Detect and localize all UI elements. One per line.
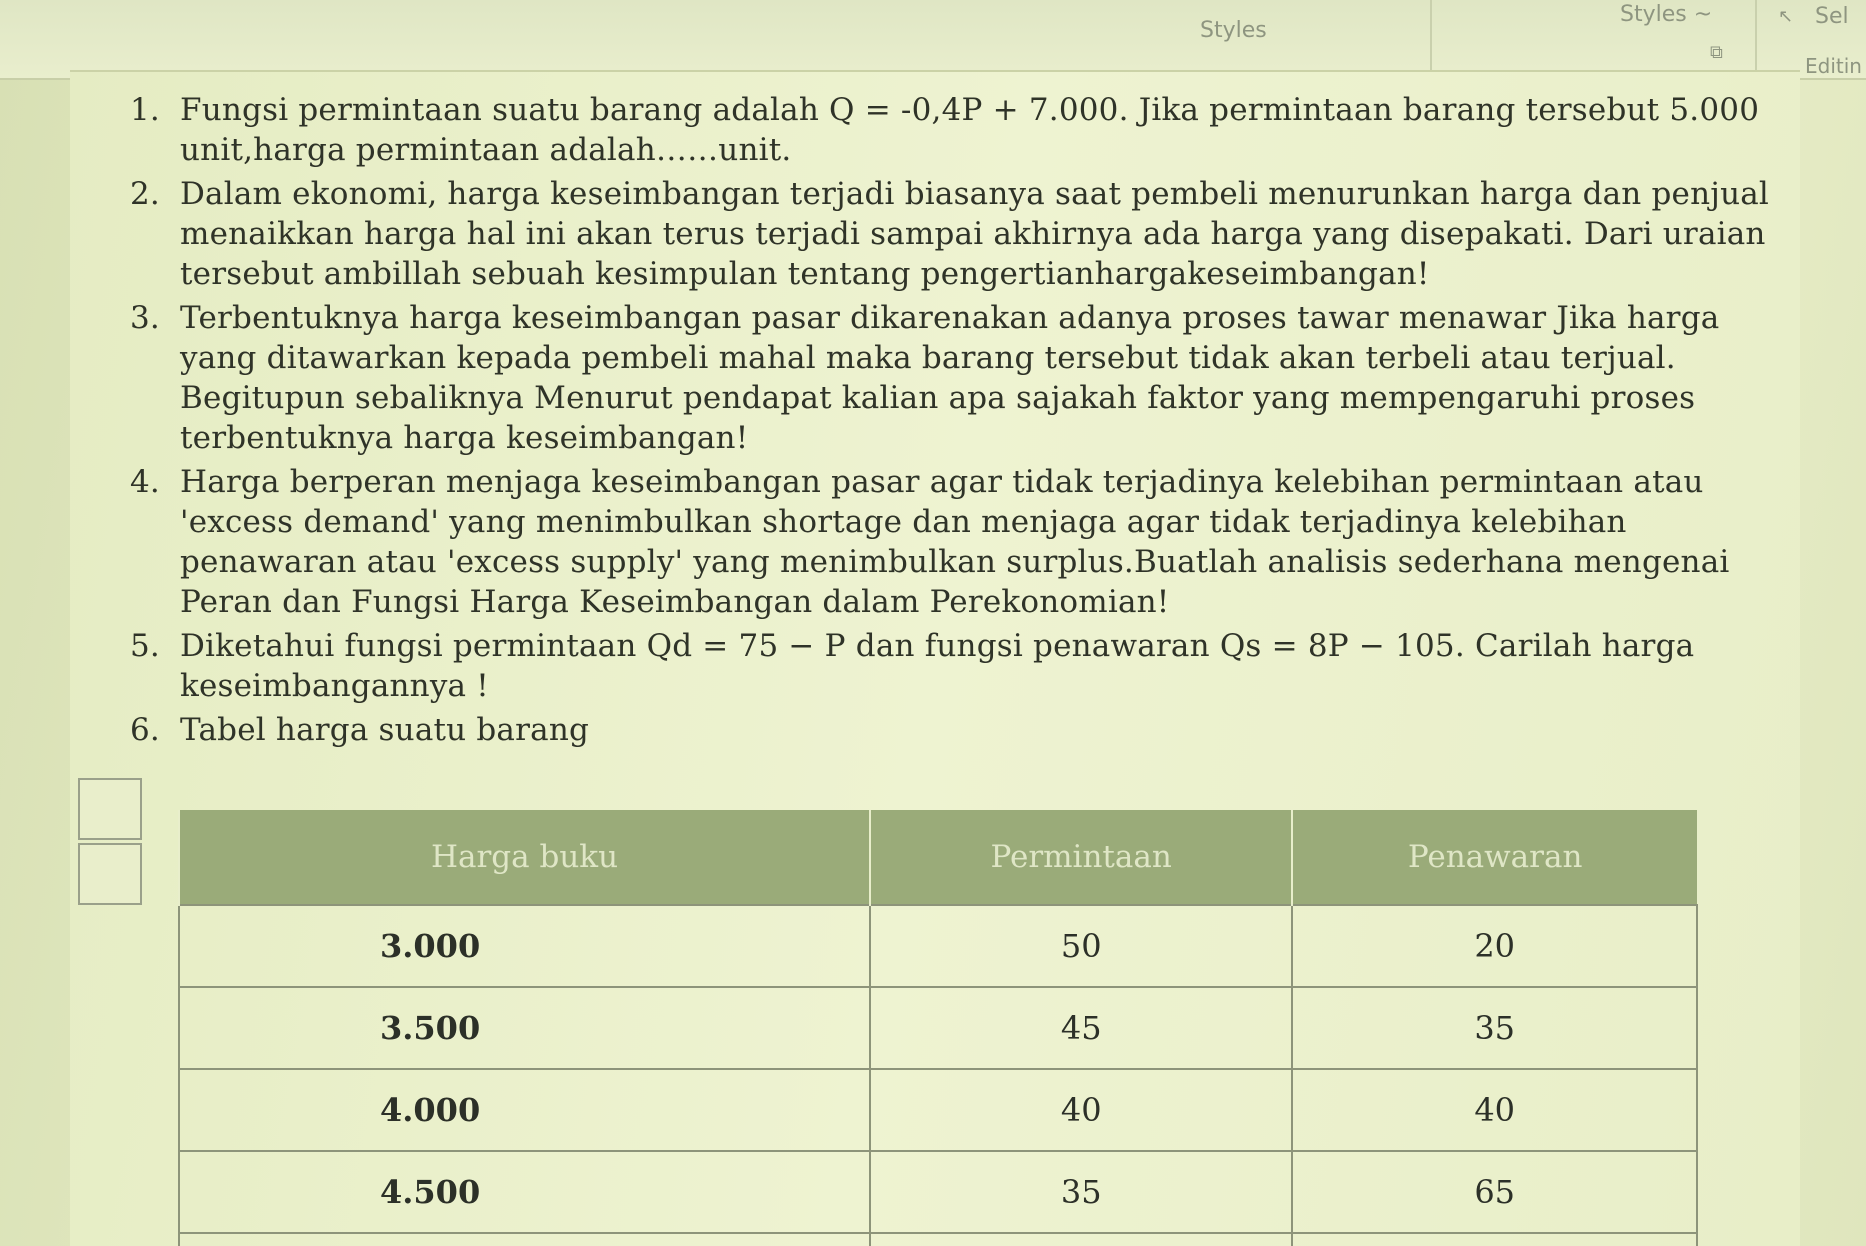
word-ribbon [0, 0, 1866, 80]
question-item [130, 626, 1770, 706]
cell-harga[interactable]: 4.500 [179, 1151, 870, 1233]
cell-cut[interactable] [179, 1233, 870, 1246]
price-table-container [178, 810, 1698, 1246]
cell-permintaan[interactable]: 35 [870, 1151, 1292, 1233]
table-row-partial [179, 1233, 1697, 1246]
table-row [179, 987, 1697, 1069]
question-number: 4. [130, 464, 160, 500]
styles-dropdown[interactable]: Styles ~ [1620, 2, 1713, 27]
question-number: 1. [130, 92, 160, 128]
cell-penawaran[interactable]: 65 [1292, 1151, 1697, 1233]
cell-permintaan[interactable]: 40 [870, 1069, 1292, 1151]
cell-penawaran[interactable]: 40 [1292, 1069, 1697, 1151]
cell-harga[interactable]: 4.000 [179, 1069, 870, 1151]
question-text: Harga berperan menjaga keseimbangan pasar agar tidak terjadinya kelebihan permintaan atau 'excess demand' yang menimbulkan shortage dan menjaga agar tidak terjadinya kelebihan penawaran atau 'excess supply' yang menimbulkan surplus.Buatlah analisis sederhana mengenai Peran dan Fungsi Harga Keseimbangan dalam Perekonomian! [180, 464, 1730, 620]
cell-permintaan[interactable]: 45 [870, 987, 1292, 1069]
question-number: 2. [130, 176, 160, 212]
question-text: Tabel harga suatu barang [180, 712, 590, 748]
cell-penawaran[interactable]: 20 [1292, 905, 1697, 987]
question-item [130, 90, 1770, 170]
select-button[interactable]: Sel [1815, 4, 1849, 29]
cell-cut[interactable] [1292, 1233, 1697, 1246]
ribbon-divider [1755, 0, 1757, 78]
cell-harga[interactable]: 3.000 [179, 905, 870, 987]
table-row [179, 1069, 1697, 1151]
ribbon-divider [1430, 0, 1432, 78]
question-text: Dalam ekonomi, harga keseimbangan terjadi biasanya saat pembeli menurunkan harga dan penjual menaikkan harga hal ini akan terus terjadi sampai akhirnya ada harga yang disepakati. Dari uraian tersebut ambillah sebuah kesimpulan tentang pengertianhargakeseimbangan! [180, 176, 1770, 292]
header-penawaran: Penawaran [1292, 810, 1697, 905]
question-list [130, 72, 1770, 750]
question-number: 3. [130, 300, 160, 336]
question-item [130, 298, 1770, 458]
question-number: 6. [130, 712, 160, 748]
question-text: Fungsi permintaan suatu barang adalah Q = -0,4P + 7.000. Jika permintaan barang tersebut 5.000 unit,harga permintaan adalah……unit. [180, 92, 1760, 168]
header-harga-buku: Harga buku [179, 810, 870, 905]
dialog-launcher-icon[interactable]: ⧉ [1710, 42, 1723, 63]
cell-permintaan[interactable]: 50 [870, 905, 1292, 987]
editing-group-label: Editin [1805, 54, 1862, 78]
cell-harga[interactable]: 3.500 [179, 987, 870, 1069]
ribbon-styles-label[interactable]: Styles [1200, 18, 1267, 43]
header-permintaan: Permintaan [870, 810, 1292, 905]
price-table[interactable] [178, 810, 1698, 1246]
table-row [179, 1151, 1697, 1233]
cell-penawaran[interactable]: 35 [1292, 987, 1697, 1069]
select-arrow-icon[interactable]: ↖ [1778, 6, 1794, 27]
question-number: 5. [130, 628, 160, 664]
question-text: Diketahui fungsi permintaan Qd = 75 − P dan fungsi penawaran Qs = 8P − 105. Carilah harga keseimbangannya ! [180, 628, 1695, 704]
table-row [179, 905, 1697, 987]
question-text: Terbentuknya harga keseimbangan pasar dikarenakan adanya proses tawar menawar Jika harga yang ditawarkan kepada pembeli mahal maka barang tersebut tidak akan terbeli atau terjual. Begitupun sebaliknya Menurut pendapat kalian apa sajakah faktor yang mempengaruhi proses terbentuknya harga keseimbangan! [180, 300, 1720, 456]
question-item [130, 174, 1770, 294]
question-item [130, 462, 1770, 622]
table-row-marker[interactable] [78, 843, 142, 905]
table-move-handle[interactable] [78, 778, 142, 840]
cell-cut[interactable] [870, 1233, 1292, 1246]
question-item [130, 710, 1770, 750]
table-header-row [179, 810, 1697, 905]
